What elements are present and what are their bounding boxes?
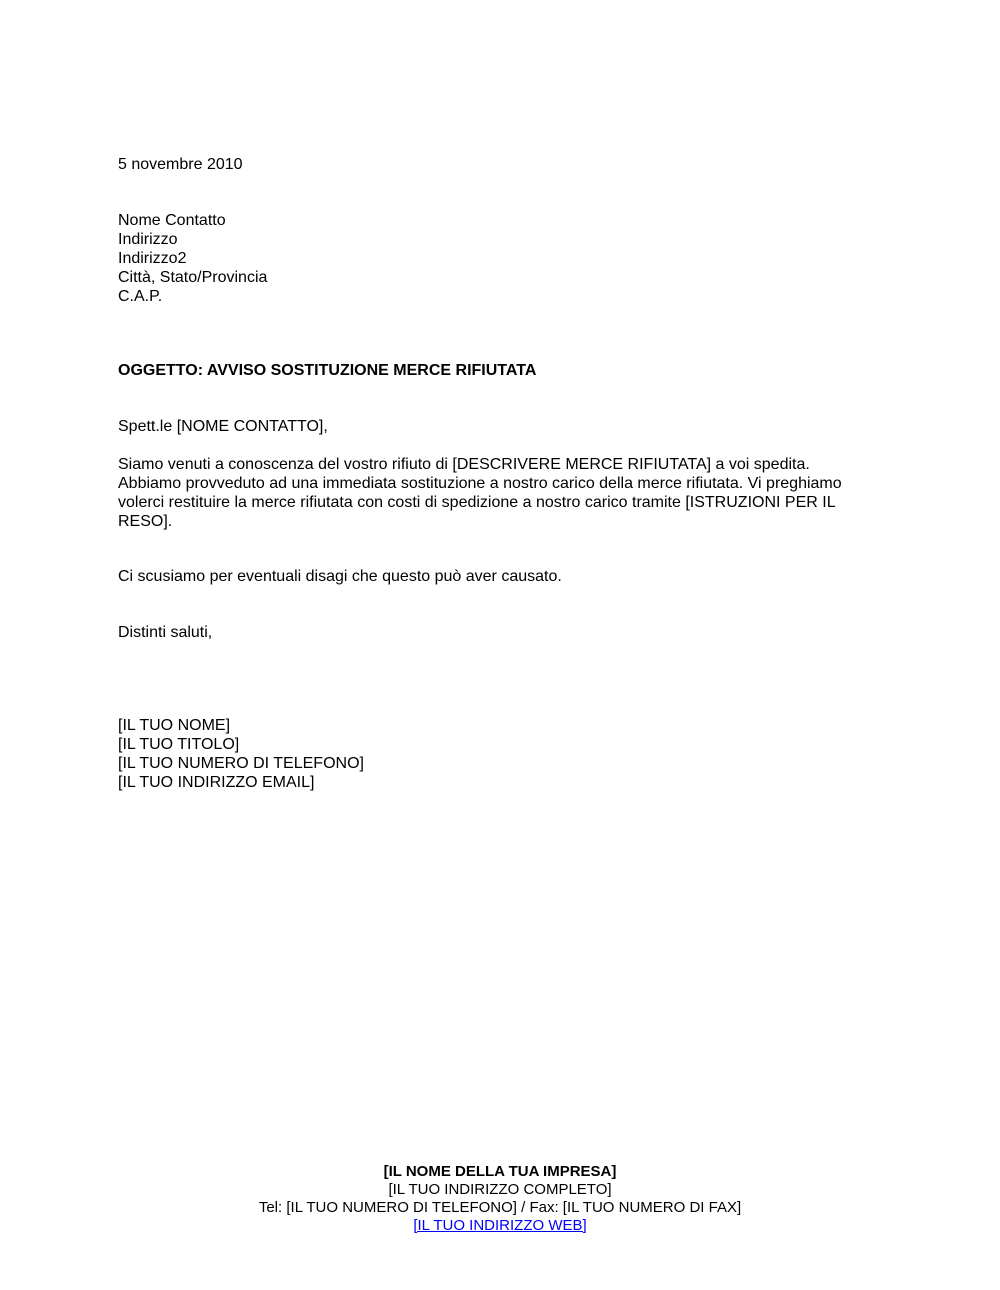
letter-salutation: Spett.le [NOME CONTATTO], bbox=[118, 418, 328, 435]
footer-web-link[interactable]: [IL TUO INDIRIZZO WEB] bbox=[413, 1217, 587, 1234]
letter-body-paragraph: Siamo venuti a conoscenza del vostro rifiuto di [DESCRIVERE MERCE RIFIUTATA] a voi spedita. Abbiamo provveduto ad una immediata sostituzione a nostro carico della merce rifiutata. Vi preghiamo volerci restituire la merce rifiutata con costi di spedizione a nostro carico tramite [ISTRUZIONI PER IL RESO]. bbox=[118, 456, 842, 530]
signature-name: [IL TUO NOME] bbox=[118, 717, 231, 734]
recipient-city-state: Città, Stato/Provincia bbox=[118, 269, 268, 286]
recipient-address-line-1: Indirizzo bbox=[118, 231, 178, 248]
signature-block bbox=[118, 716, 364, 792]
recipient-address bbox=[118, 211, 267, 306]
signature-email: [IL TUO INDIRIZZO EMAIL] bbox=[118, 774, 315, 791]
letterhead-footer bbox=[0, 1163, 1000, 1235]
footer-contact: Tel: [IL TUO NUMERO DI TELEFONO] / Fax: [IL TUO NUMERO DI FAX] bbox=[258, 1199, 742, 1216]
recipient-address-line-2: Indirizzo2 bbox=[118, 250, 187, 267]
signature-title: [IL TUO TITOLO] bbox=[118, 736, 240, 753]
letter-date: 5 novembre 2010 bbox=[118, 156, 243, 173]
footer-company-name: [IL NOME DELLA TUA IMPRESA] bbox=[383, 1163, 617, 1180]
recipient-name: Nome Contatto bbox=[118, 212, 226, 229]
letter-apology: Ci scusiamo per eventuali disagi che questo può aver causato. bbox=[118, 568, 562, 585]
recipient-postal-code: C.A.P. bbox=[118, 288, 163, 305]
letter-subject: OGGETTO: AVVISO SOSTITUZIONE MERCE RIFIUTATA bbox=[118, 362, 537, 379]
footer-address: [IL TUO INDIRIZZO COMPLETO] bbox=[388, 1181, 612, 1198]
letter-closing: Distinti saluti, bbox=[118, 624, 213, 641]
signature-phone: [IL TUO NUMERO DI TELEFONO] bbox=[118, 755, 364, 772]
